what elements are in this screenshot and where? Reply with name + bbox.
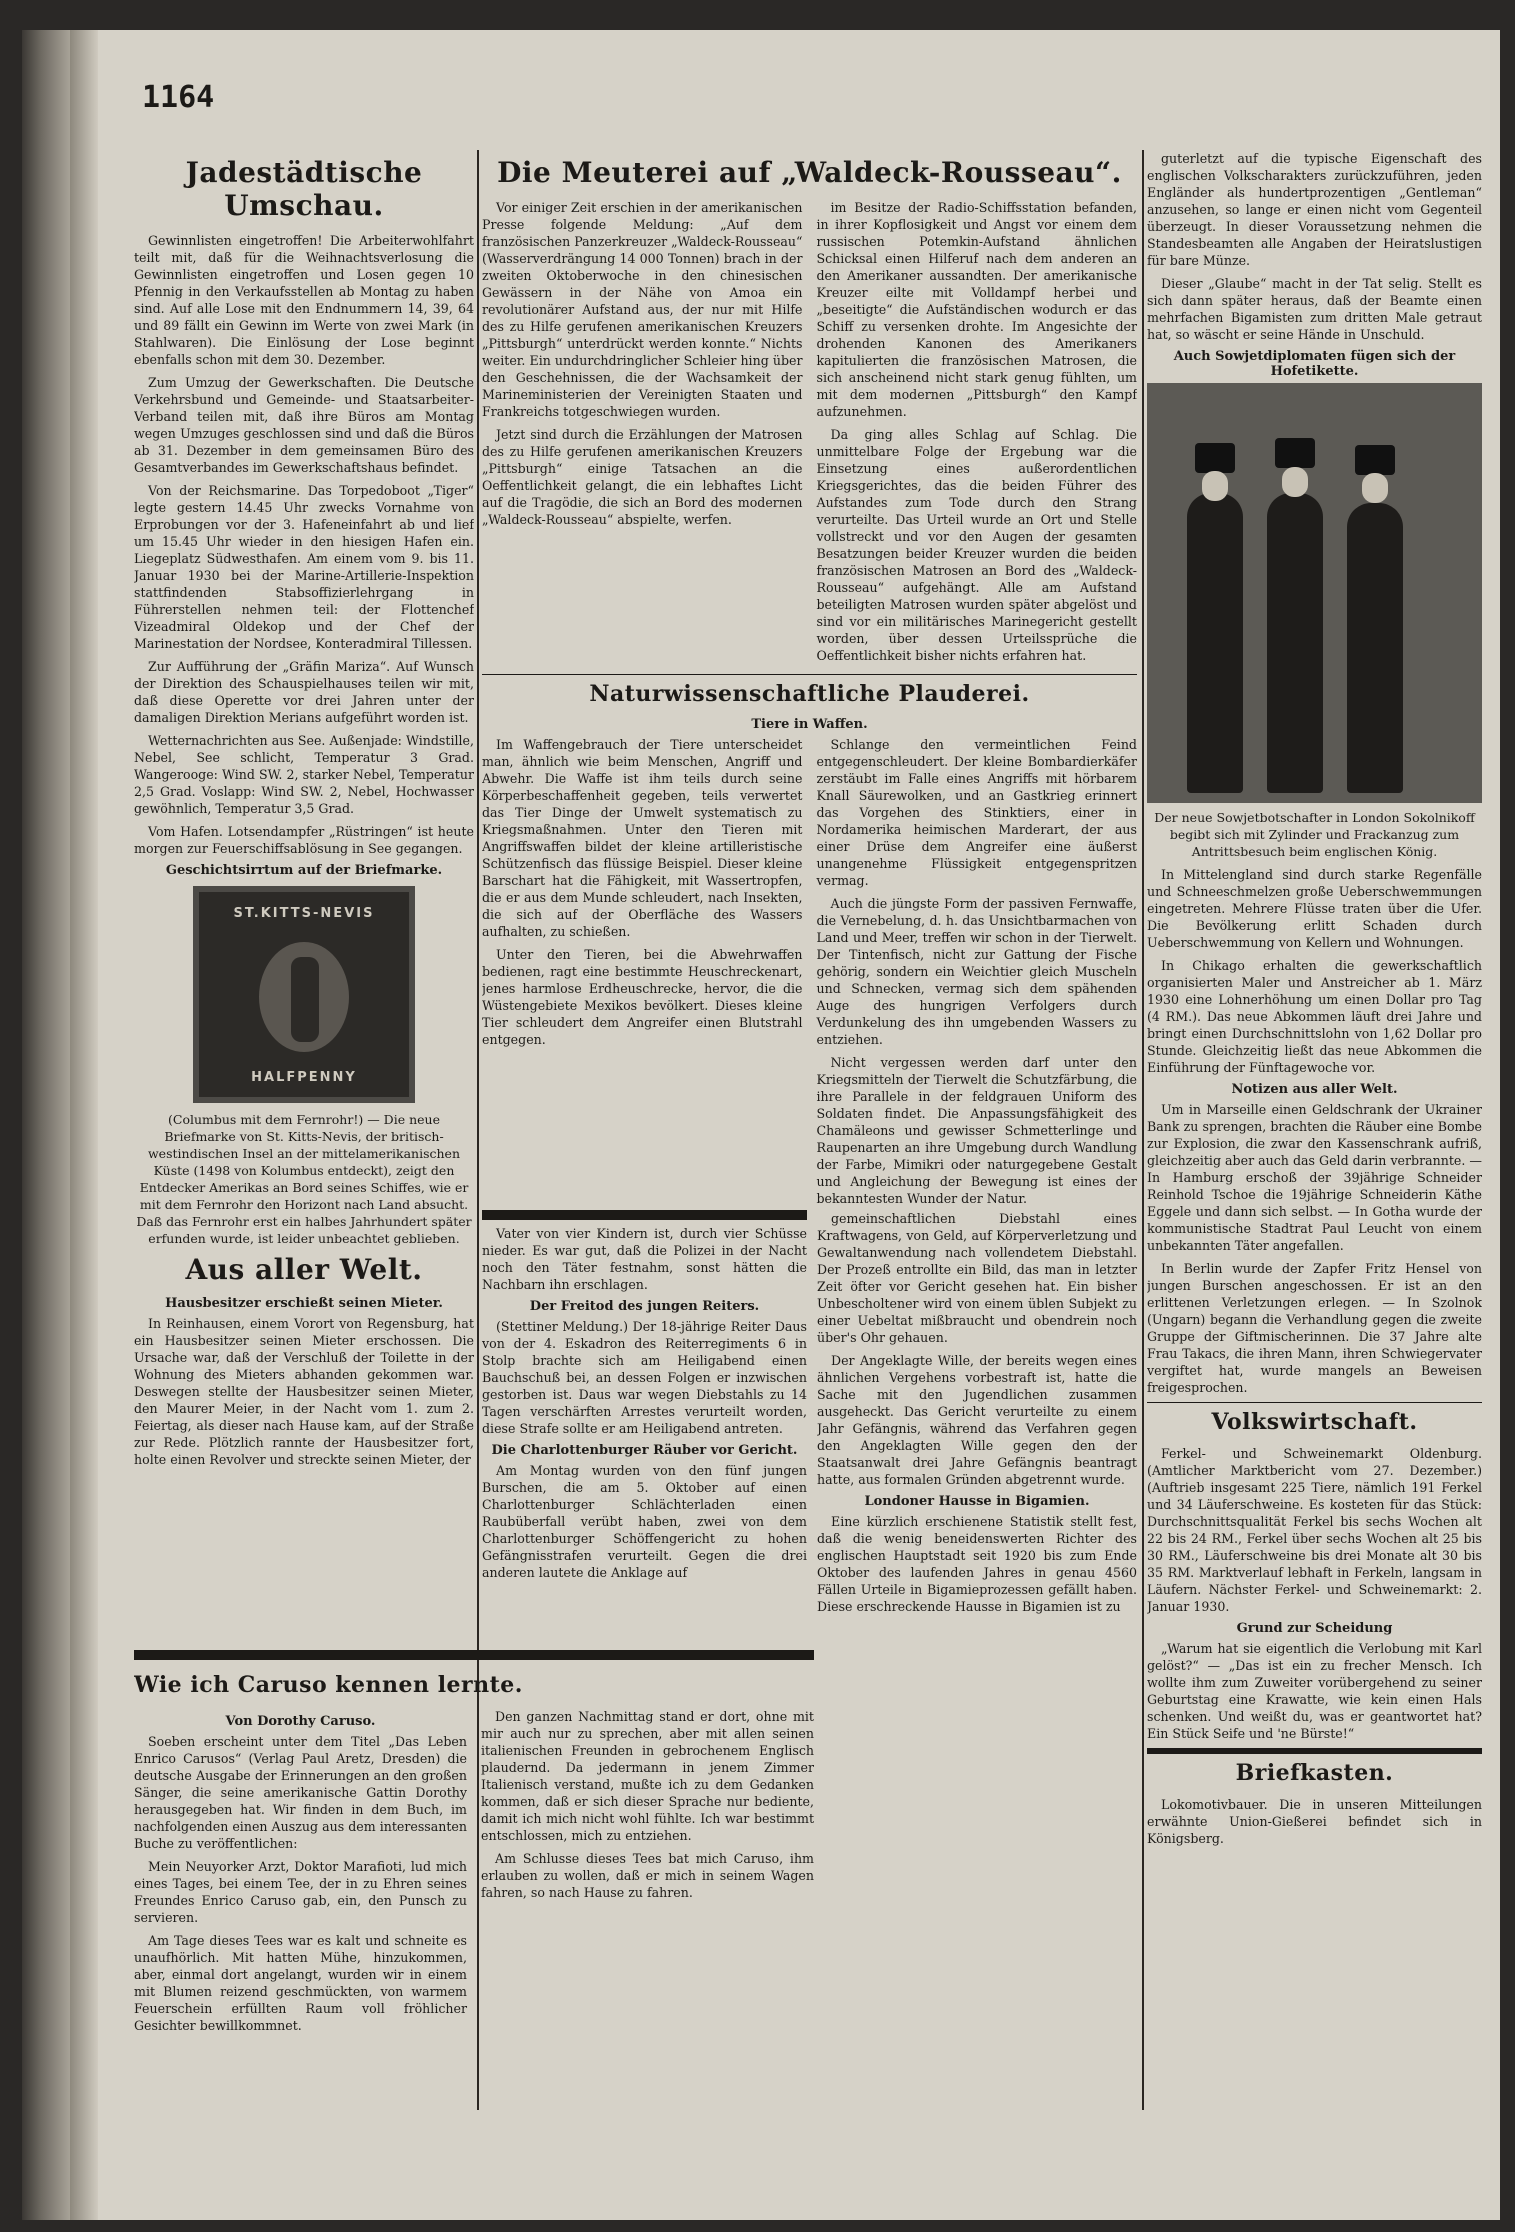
top-hat-icon <box>1275 438 1315 468</box>
section-title: Jadestädtische Umschau. <box>185 156 423 222</box>
thick-divider <box>482 1210 807 1220</box>
column-caruso <box>134 1666 814 2136</box>
article-paragraph: Lokomotivbauer. Die in unseren Mitteilungen erwähnte Union-Gießerei befindet sich in Königsberg. <box>1147 1797 1482 1846</box>
stamp-text-bottom: HALFPENNY <box>251 1070 357 1085</box>
article-paragraph: Der Angeklagte Wille, der bereits wegen eines ähnlichen Vergehens vorbestraft ist, hatte die Sache mit den Jugendlichen zusammen ausgeheckt. Das Gericht verurteilte zu einem Jahr Gefängnis, während das Verfahren gegen den Angeklagten Wille gegen den der Staatsanwalt drei Jahre Gefängnis beantragt hatte, aus formalen Gründen abgetrennt wurde. <box>817 1353 1137 1487</box>
person-figure <box>1187 493 1243 793</box>
article-paragraph: Vor einiger Zeit erschien in der amerikanischen Presse folgende Meldung: „Auf dem französischen Panzerkreuzer „Waldeck-Rousseau“ (Wasserverdrängung 14 000 Tonnen) brach in der zweiten Oktoberwoche in den chinesischen Gewässern in der Nähe von Amoa ein revolutionärer Aufstand aus, der nur mit Hilfe des zu Hilfe gerufenen amerikanischen Kreuzers „Pittsburgh“ unterdrückt werden konnte.“ Nichts weiter. Ein undurchdringlicher Schleier hing über den Geschehnissen, die der Wachsamkeit der Marineministerien der Vereinigten Staaten und Frankreichs totgeschwiegen wurden. <box>482 200 803 419</box>
article-paragraph: Schlange den vermeintlichen Feind entgegenschleudert. Der kleine Bombardierkäfer zerstäubt im Falle eines Angriffs mit hörbarem Knall Säurewolken, und an Gastkrieg erinnert das Vorgehen des Stinktiers, einer in Nordamerika heimischen Marderart, der aus einer Drüse dem Angreifer eine äußerst unangenehme Flüssigkeit entgegenspritzen vermag. <box>816 737 1137 888</box>
section-title: Volkswirtschaft. <box>1211 1409 1418 1435</box>
article-paragraph: In Chikago erhalten die gewerkschaftlich organisierten Maler und Anstreicher ab 1. März 1930 eine Lohnerhöhung um einen Dollar pro Tag (4 RM.). Das neue Abkommen läuft drei Jahre und bringt einen Durchschnittslohn von 1,62 Dollar pro Stunde. Gleichzeitig ließt das neue Abkommen die Einführung der Fünftagewoche vor. <box>1147 958 1482 1075</box>
article-paragraph: Am Schlusse dieses Tees bat mich Caruso, ihm erlauben zu wollen, daß er mich in seinem Wagen fahren, so nach Hause zu fahren. <box>481 1851 814 1900</box>
page-number: 1164 <box>142 80 215 115</box>
diplomats-photo <box>1147 383 1482 803</box>
article-paragraph: Dieser „Glaube“ macht in der Tat selig. Stellt es sich dann später heraus, daß der Beamte einen mehrfachen Bigamisten zum dritten Male getraut hat, so wäscht er seine Hände in Unschuld. <box>1147 276 1482 342</box>
column-main-articles <box>482 150 1137 1210</box>
section-title: Briefkasten. <box>1235 1760 1394 1786</box>
article-headline: Naturwissenschaftliche Plauderei. <box>589 681 1030 707</box>
article-paragraph: Am Montag wurden von den fünf jungen Burschen, die am 5. Oktober auf einen Charlottenburger Schlächterladen einen Raubüberfall verübt haben, zwei von dem Charlottenburger Schöffengericht zu hohen Gefängnisstrafen verurteilt. Gegen die drei anderen lautete die Anklage auf <box>482 1463 807 1580</box>
columbus-figure-icon <box>291 957 319 1042</box>
stamp-heading: Geschichtsirrtum auf der Briefmarke. <box>165 863 443 878</box>
column-rule <box>1142 150 1144 2110</box>
article-paragraph: Vom Hafen. Lotsendampfer „Rüstringen“ ist heute morgen zur Feuerschiffsablösung in See gegangen. <box>134 824 474 856</box>
article-paragraph: Eine kürzlich erschienene Statistik stellt fest, daß die wenig beneidenswerten Richter des englischen Hauptstadt seit 1920 bis zum Ende Oktober des laufenden Jahres in genau 4560 Fällen Urteile in Bigamieprozessen gefällt haben. Diese erschreckende Hausse in Bigamien ist zu <box>817 1514 1137 1614</box>
stamp-caption: (Columbus mit dem Fernrohr!) — Die neue Briefmarke von St. Kitts-Nevis, der britisch-westindischen Insel an der mittelamerikanischen Küste (1498 von Kolumbus entdeckt), zeigt den Entdecker Amerikas an Bord seines Schiffes, wie er mit dem Fernrohr den Horizont nach Land absucht. Daß das Fernrohr erst ein halbes Jahrhundert später erfunden wurde, ist leider unbeachtet geblieben. <box>136 1112 472 1246</box>
article-paragraph: Auch die jüngste Form der passiven Fernwaffe, die Vernebelung, d. h. das Unsichtbarmachen von Land und Meer, treffen wir schon in der Tierwelt. Der Tintenfisch, nicht zur Gattung der Fische gehörig, sondern ein Weichtier gleich Muscheln und Schnecken, vermag sich dem spähenden Auge des hungrigen Verfolgers durch Verdunkelung des ihn umgebenden Wassers zu entziehen. <box>816 896 1137 1047</box>
face-figure <box>1202 471 1228 501</box>
article-subheading: Der Freitod des jungen Reiters. <box>529 1299 760 1314</box>
top-hat-icon <box>1355 445 1395 475</box>
article-subheading: Londoner Hausse in Bigamien. <box>864 1494 1090 1509</box>
column-misc-news <box>482 1225 807 1665</box>
divider <box>482 674 1137 675</box>
article-headline: Wie ich Caruso kennen lernte. <box>134 1672 523 1698</box>
divider <box>1147 1402 1482 1403</box>
article-subheading: Notizen aus aller Welt. <box>1231 1082 1398 1097</box>
article-paragraph: Um in Marseille einen Geldschrank der Ukrainer Bank zu sprengen, brachten die Räuber eine Bombe zur Explosion, die zwar den Kassenschrank aufriß, gleichzeitig aber auch das Geld darin verbrannte. — In Hamburg erschoß der 39jährige Schneider Reinhold Tschoe die 19jährige Schneiderin Käthe Eggele und dann sich selbst. — In Gotha wurde der kommunistische Stadtrat Paul Leucht von einem unbekannten Täter angefallen. <box>1147 1102 1482 1253</box>
face-figure <box>1282 467 1308 497</box>
section-title: Aus aller Welt. <box>185 1253 423 1286</box>
article-subheading: Hausbesitzer erschießt seinen Mieter. <box>165 1296 443 1311</box>
article-paragraph: Gewinnlisten eingetroffen! Die Arbeiterwohlfahrt teilt mit, daß für die Weihnachtsverlosung die Gewinnlisten eingetroffen und Losen gegen 10 Pfennig in den Verkaufsstellen ab Montag zu haben sind. Auf alle Lose mit den Endnummern 14, 39, 64 und 89 fällt ein Gewinn im Werte von zwei Mark (in Stahlwaren). Die Einlösung der Lose beginnt ebenfalls schon mit dem 30. Dezember. <box>134 233 474 367</box>
face-figure <box>1362 473 1388 503</box>
article-headline: Die Meuterei auf „Waldeck-Rousseau“. <box>497 156 1122 189</box>
article-paragraph: Vater von vier Kindern ist, durch vier Schüsse nieder. Es war gut, daß die Polizei in der Nacht noch den Täter festnahm, sonst hätten die Nachbarn ihn erschlagen. <box>482 1226 807 1292</box>
article-paragraph: Nicht vergessen werden darf unter den Kriegsmitteln der Tierwelt die Schutzfärbung, die ihre Parallele in der feldgrauen Uniform des Soldaten findet. Die Anpassungsfähigkeit des Chamäleons und gewisser Schmetterlinge und Raupenarten an ihre Umgebung durch Wandlung der Farbe, Mimikri oder naturgegebene Gestalt und Angleichung der Bewegung ist eines der bekanntesten Wunder der Natur. <box>816 1055 1137 1206</box>
article-paragraph: „Warum hat sie eigentlich die Verlobung mit Karl gelöst?“ — „Das ist ein zu frecher Mensch. Ich wollte ihm zum Zuweiter vorübergehend zu seiner Geburtstag eine Krawatte, wie kein einen Hals schenken. Und weißt du, was er geantwortet hat? Ein Stück Seife und 'ne Bürste!“ <box>1147 1641 1482 1741</box>
article-paragraph: (Stettiner Meldung.) Der 18-jährige Reiter Daus von der 4. Eskadron des Reiterregiments 6 in Stolp brachte sich am Heiligabend einen Bauchschuß bei, an dessen Folgen er inzwischen gestorben ist. Daus war wegen Diebstahls zu 14 Tagen verschärften Arrestes verurteilt worden, diese Strafe sollte er am Heiligabend antreten. <box>482 1319 807 1436</box>
stamp-image <box>193 886 415 1103</box>
article-byline: Von Dorothy Caruso. <box>225 1714 376 1729</box>
article-paragraph: gemeinschaftlichen Diebstahl eines Kraftwagens, von Geld, auf Körperverletzung und Gewaltanwendung nach vollendetem Diebstahl. Der Prozeß entrollte ein Bild, das man in letzter Zeit öfter vor Gericht gesehen hat. Ein bisher Unbescholtener wird von einem üblen Subjekt zu einer Uebeltat mißbraucht und obendrein noch über's Ohr gehauen. <box>817 1211 1137 1345</box>
article-paragraph: guterletzt auf die typische Eigenschaft des englischen Volkscharakters zurückzuführen, jeden Engländer als hundertprozentigen „Gentleman“ anzusehen, so lange er einen nicht vom Gegenteil überzeugt. In dieser Voraussetzung nehmen die Standesbeamten alle Angaben der Heiratslustigen für bare Münze. <box>1147 151 1482 268</box>
article-paragraph: Im Waffengebrauch der Tiere unterscheidet man, ähnlich wie beim Menschen, Angriff und Abwehr. Die Waffe ist ihm teils durch seine Körperbeschaffenheit gegeben, teils verwertet das Tier Dinge der Umwelt systematisch zu Kriegsmaßnahmen. Unter den Tieren mit Angriffswaffen bildet der kleine artilleristische Schützenfisch das flüssige Beispiel. Dieser kleine Barschart hat die Fähigkeit, mit Wassertropfen, die er aus dem Munde schleudert, nach Insekten, die sich auf der Oberfläche des Wassers aufhalten, zu schießen. <box>482 737 803 939</box>
article-paragraph: In Berlin wurde der Zapfer Fritz Hensel von jungen Burschen angeschossen. Er ist an den erlittenen Verletzungen erlegen. — In Szolnok (Ungarn) begann die Verhandlung gegen die zweite Gruppe der Giftmischerinnen. Die 37 Jahre alte Frau Takacs, die ihren Mann, ihren Schwiegervater vergiftet hat, wurde mangels an Beweisen freigesprochen. <box>1147 1261 1482 1395</box>
newspaper-sheet <box>22 30 1500 2220</box>
column-court-news <box>817 1210 1137 1850</box>
article-paragraph: In Reinhausen, einem Vorort von Regensburg, hat ein Hausbesitzer seinen Mieter erschossen. Die Ursache war, daß der Verschluß der Toilette in der Wohnung des Mieters abhanden gekommen war. Deswegen stellte der Hausbesitzer seinen Mieter, den Maurer Meier, in der Nacht vom 1. zum 2. Feiertag, als dieser nach Hause kam, auf der Straße zur Rede. Plötzlich rannte der Hausbesitzer fort, holte einen Revolver und streckte seinen Mieter, der <box>134 1316 474 1467</box>
stamp-text-top: ST.KITTS-NEVIS <box>233 906 375 921</box>
page-gutter <box>70 30 98 2220</box>
thick-divider <box>1147 1748 1482 1754</box>
article-paragraph: Mein Neuyorker Arzt, Doktor Marafioti, lud mich eines Tages, bei einem Tee, der in zu Ehren seines Freundes Enrico Caruso gab, ein, den Punsch zu servieren. <box>134 1859 467 1925</box>
photo-heading: Auch Sowjetdiplomaten fügen sich der Hofetikette. <box>1173 349 1456 379</box>
article-paragraph: Den ganzen Nachmittag stand er dort, ohne mit mir auch nur zu sprechen, aber mit allen seinen italienischen Freunden in gebrochenem Englisch plaudernd. Da jedermann in jenem Zimmer Italienisch verstand, mußte ich zu dem Gedanken kommen, daß er sich dieser Sprache nur bediente, damit ich mich nicht wohl fühlte. Ich war bestimmt entschlossen, mich zu entziehen. <box>481 1709 814 1843</box>
person-figure <box>1347 503 1403 793</box>
article-paragraph: Zum Umzug der Gewerkschaften. Die Deutsche Verkehrsbund und Gemeinde- und Staatsarbeiter-Verband teilen mit, daß ihre Büros am Montag wegen Umzuges geschlossen sind und daß die Büros ab 31. Dezember in dem gemeinsamen Büro des Gesamtverbandes im Gewerkschaftshaus befindet. <box>134 375 474 475</box>
article-subheading: Grund zur Scheidung <box>1236 1621 1393 1636</box>
article-paragraph: Jetzt sind durch die Erzählungen der Matrosen des zu Hilfe gerufenen amerikanischen Kreuzers „Pittsburgh“ einige Tatsachen an die Oeffentlichkeit gelangt, die ein lebhaftes Licht auf die Tragödie, die sich an Bord des modernen „Waldeck-Rousseau“ abspielte, werfen. <box>482 427 803 527</box>
top-hat-icon <box>1195 443 1235 473</box>
article-paragraph: Unter den Tieren, bei die Abwehrwaffen bedienen, ragt eine bestimmte Heuschreckenart, jenes harmlose Erdheuschrecke, hervor, die die Wüstengebiete Mexikos bevölkert. Dieses kleine Tier schleudert dem Angreifer einen Blutstrahl entgegen. <box>482 947 803 1047</box>
article-paragraph: In Mittelengland sind durch starke Regenfälle und Schneeschmelzen große Ueberschwemmungen eingetreten. Mehrere Flüsse traten über die Ufer. Die Bevölkerung erlitt Schaden durch Ueberschwemmung von Kellern und Wohnungen. <box>1147 867 1482 950</box>
person-figure <box>1267 493 1323 793</box>
article-paragraph: Soeben erscheint unter dem Titel „Das Leben Enrico Carusos“ (Verlag Paul Aretz, Dresden) die deutsche Ausgabe der Erinnerungen an den großen Sänger, die seine amerikanische Gattin Dorothy herausgegeben hat. Wir finden in dem Buch, im nachfolgenden einen Auszug aus dem interessanten Buche zu veröffentlichen: <box>134 1734 467 1851</box>
column-local-news <box>134 150 474 1670</box>
photo-caption: Der neue Sowjetbotschafter in London Sokolnikoff begibt sich mit Zylinder und Frackanzug zum Antrittsbesuch beim englischen König. <box>1154 810 1475 859</box>
article-paragraph: Da ging alles Schlag auf Schlag. Die unmittelbare Folge der Ergebung war die Einsetzung eines außerordentlichen Kriegsgerichtes, das die beiden Führer des Aufstandes zum Tode durch den Strang verurteilte. Das Urteil wurde an Ort und Stelle vollstreckt und vor den Augen der gesamten Besatzungen beider Kreuzer wurden die beiden französischen Matrosen an Bord des „Waldeck-Rousseau“ aufgehängt. Alle am Aufstand beteiligten Matrosen wurden später abgelöst und sind vor ein militärisches Marinegericht gestellt worden, über dessen Urteilssprüche die Oeffentlichkeit bisher nichts erfahren hat. <box>816 427 1137 663</box>
article-paragraph: Ferkel- und Schweinemarkt Oldenburg. (Amtlicher Marktbericht vom 27. Dezember.) (Auftrieb insgesamt 225 Tiere, nämlich 191 Ferkel und 34 Läuferschweine. Es kosteten für das Stück: Durchschnittsqualität Ferkel bis sechs Wochen alt 22 bis 24 RM., Ferkel über sechs Wochen alt 25 bis 30 RM., Läuferschweine bis drei Monate alt 30 bis 35 RM. Marktverlauf lebhaft in Ferkeln, langsam in Läufern. Nächster Ferkel- und Schweinemarkt: 2. Januar 1930. <box>1147 1446 1482 1614</box>
article-subheading: Tiere in Waffen. <box>751 717 868 732</box>
article-paragraph: im Besitze der Radio-Schiffsstation befanden, in ihrer Kopflosigkeit und Angst vor einem dem russischen Potemkin-Aufstand ähnlichen Schicksal einen Hilferuf nach dem anderen an den Amerikaner aussandten. Der amerikanische Kreuzer eilte mit Volldampf herbei und „beseitigte“ die Aufständischen wodurch er das Schiff zu versenken drohte. Im Angesichte der drohenden Kanonen des Amerikaners kapitulierten die französischen Matrosen, die sich anscheinend nicht stark genug fühlten, um mit dem modernen „Pittsburgh“ den Kampf aufzunehmen. <box>816 200 1137 419</box>
column-right <box>1147 150 1482 2140</box>
article-paragraph: Von der Reichsmarine. Das Torpedoboot „Tiger“ legte gestern 14.45 Uhr zwecks Vornahme von Erprobungen vor der 3. Hafeneinfahrt ab und lief um 15.45 Uhr wieder in den hiesigen Hafen ein. Liegeplatz Südwesthafen. Am einem vom 9. bis 11. Januar 1930 bei der Marine-Artillerie-Inspektion stattfindenden Stabsoffizierlehrgang in Führerstellen nehmen teil: der Flottenchef Vizeadmiral Oldekop und der Chef der Marinestation der Nordsee, Konteradmiral Tillessen. <box>134 483 474 651</box>
article-paragraph: Zur Aufführung der „Gräfin Mariza“. Auf Wunsch der Direktion des Schauspielhauses teilen wir mit, daß diese Operette vor drei Jahren unter der damaligen Direktion Merians aufgeführt worden ist. <box>134 659 474 725</box>
article-paragraph: Wetternachrichten aus See. Außenjade: Windstille, Nebel, See schlicht, Temperatur 3 Grad. Wangerooge: Wind SW. 2, starker Nebel, Temperatur 2,5 Grad. Voslapp: Wind SW. 2, Nebel, Hochwasser gewöhnlich, Temperatur 3,5 Grad. <box>134 733 474 816</box>
article-subheading: Die Charlottenburger Räuber vor Gericht. <box>491 1443 798 1458</box>
thick-divider <box>134 1650 814 1660</box>
article-paragraph: Am Tage dieses Tees war es kalt und schneite es unaufhörlich. Mit hatten Mühe, hinzukommen, aber, einmal dort angelangt, wurden wir in einem mit Blumen reizend geschmückten, von warmem Feuerschein erfüllten Raum voll fröhlicher Gesichter bewillkommnet. <box>134 1933 467 2033</box>
binding-edge <box>22 30 70 2220</box>
